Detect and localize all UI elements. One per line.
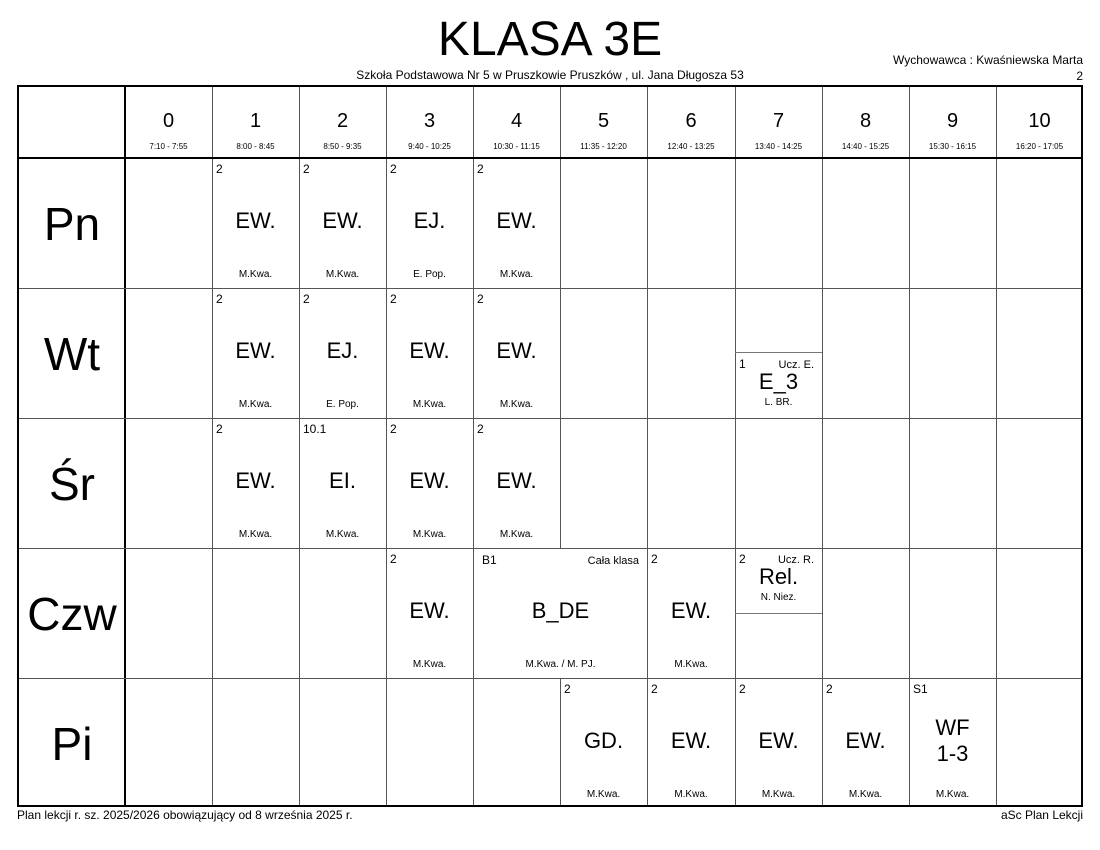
lesson-teacher: M.Kwa. xyxy=(325,529,360,540)
lesson-teacher: M.Kwa. xyxy=(412,659,447,670)
lesson-group: 2 xyxy=(390,162,397,176)
period-header-10: 10 16:20 - 17:05 xyxy=(1015,110,1064,151)
lesson-teacher: M.Kwa. xyxy=(412,529,447,540)
period-header-8: 8 14:40 - 15:25 xyxy=(841,110,890,151)
lesson-group: 2 xyxy=(303,292,310,306)
lesson-teacher: N. Niez. xyxy=(760,592,797,603)
lesson-cell[interactable] xyxy=(735,353,822,418)
lesson-teacher: M.Kwa. xyxy=(499,269,534,280)
lesson-group: S1 xyxy=(913,682,928,696)
lesson-subject: EW. xyxy=(322,208,363,233)
lesson-teacher: M.Kwa. xyxy=(238,399,273,410)
lesson-subject: EJ. xyxy=(326,338,359,363)
lesson-teacher: M.Kwa. xyxy=(586,789,621,800)
lesson-group: 1 xyxy=(739,357,746,371)
lesson-teacher: M.Kwa. xyxy=(674,659,708,670)
lesson-cell[interactable] xyxy=(735,678,822,808)
period-header-5: 5 11:35 - 12:20 xyxy=(580,110,627,151)
lesson-group: 2 xyxy=(216,162,223,176)
lesson-subject: EW. xyxy=(670,728,712,753)
lesson-teacher: M.Kwa. xyxy=(499,399,534,410)
school-name: Szkoła Podstawowa Nr 5 w Pruszkowie Pruszków , ul. Jana Długosza 53 xyxy=(356,68,744,82)
lesson-group: 2 xyxy=(216,292,223,306)
lesson-teacher: M.Kwa. xyxy=(325,269,360,280)
lesson-cell[interactable] xyxy=(299,158,386,288)
timetable-grid xyxy=(17,85,1083,807)
period-header-6: 6 12:40 - 13:25 xyxy=(667,110,715,151)
day-label-monday: Pn xyxy=(43,198,101,250)
lesson-subject: EW. xyxy=(496,468,537,493)
day-label-friday: Pi xyxy=(51,718,93,770)
lesson-group: B1 xyxy=(482,553,497,567)
class-teacher: Wychowawca : Kwaśniewska Marta xyxy=(893,53,1083,67)
lesson-cell[interactable] xyxy=(386,158,473,288)
grid-divider xyxy=(124,87,126,805)
lesson-subject: EW. xyxy=(758,728,799,753)
lesson-cell[interactable] xyxy=(735,548,822,613)
lesson-teacher: M.Kwa. xyxy=(674,789,708,800)
lesson-subject: EW. xyxy=(496,208,537,233)
lesson-cell[interactable] xyxy=(473,158,560,288)
lesson-cell[interactable] xyxy=(212,418,299,548)
footer-note: Plan lekcji r. sz. 2025/2026 obowiązujący od 8 września 2025 r. xyxy=(17,808,353,822)
lesson-cell[interactable] xyxy=(909,678,996,808)
lesson-teacher: M.Kwa. xyxy=(499,529,534,540)
lesson-subject: EW. xyxy=(845,728,886,753)
lesson-group: 2 xyxy=(477,422,484,436)
lesson-teacher: M.Kwa. xyxy=(238,269,273,280)
lesson-cell[interactable] xyxy=(560,678,647,808)
lesson-cell[interactable] xyxy=(647,678,735,808)
lesson-cell[interactable] xyxy=(386,418,473,548)
lesson-subject: EW. xyxy=(409,598,450,623)
period-header-4: 4 10:30 - 11:15 xyxy=(493,110,540,151)
lesson-group: 2 xyxy=(303,162,310,176)
lesson-group-info: Ucz. E. xyxy=(778,359,814,371)
lesson-teacher: E. Pop. xyxy=(413,269,446,280)
lesson-group: 2 xyxy=(739,552,746,566)
lesson-group: 2 xyxy=(390,292,397,306)
lesson-group: 10.1 xyxy=(303,422,327,436)
day-label-tuesday: Wt xyxy=(43,328,101,380)
day-label-thursday: Czw xyxy=(27,588,117,640)
period-header-2: 2 8:50 - 9:35 xyxy=(323,110,362,151)
period-header-1: 1 8:00 - 8:45 xyxy=(236,110,275,151)
lesson-teacher: M.Kwa. xyxy=(238,529,273,540)
lesson-subject: Rel. xyxy=(758,564,799,589)
lesson-cell[interactable] xyxy=(212,158,299,288)
lesson-group: 2 xyxy=(216,422,223,436)
lesson-group: 2 xyxy=(826,682,833,696)
lesson-subject: E_3 xyxy=(758,369,799,394)
lesson-group-info: Ucz. R. xyxy=(777,554,814,566)
lesson-group: 2 xyxy=(477,292,484,306)
lesson-cell[interactable] xyxy=(386,288,473,418)
lesson-group: 2 xyxy=(390,422,397,436)
lesson-group: 2 xyxy=(651,552,658,566)
lesson-group: 2 xyxy=(564,682,571,696)
page-number: 2 xyxy=(1076,69,1083,83)
page-title: KLASA 3E xyxy=(437,13,663,66)
period-header-7: 7 13:40 - 14:25 xyxy=(754,110,803,151)
lesson-group-info: Cała klasa xyxy=(587,555,639,567)
lesson-cell[interactable] xyxy=(299,418,386,548)
lesson-group: 2 xyxy=(390,552,397,566)
day-label-wednesday: Śr xyxy=(49,458,95,510)
lesson-subject: EW. xyxy=(235,468,276,493)
lesson-teacher: M.Kwa. xyxy=(761,789,796,800)
lesson-cell[interactable] xyxy=(473,288,560,418)
period-header-3: 3 9:40 - 10:25 xyxy=(408,110,451,151)
lesson-subject: EW. xyxy=(409,468,450,493)
lesson-subject: WF 1-3 xyxy=(935,715,970,766)
lesson-subject: EW. xyxy=(235,208,276,233)
lesson-subject: EI. xyxy=(329,468,356,493)
lesson-cell-merged[interactable] xyxy=(474,549,647,678)
lesson-teacher: M.Kwa. xyxy=(412,399,447,410)
lesson-group: 2 xyxy=(739,682,746,696)
lesson-cell[interactable] xyxy=(822,678,909,808)
period-header-9: 9 15:30 - 16:15 xyxy=(928,110,977,151)
lesson-teacher: M.Kwa. xyxy=(848,789,883,800)
lesson-cell[interactable] xyxy=(473,418,560,548)
lesson-teacher: M.Kwa. / M. PJ. xyxy=(525,659,596,670)
lesson-subject: EW. xyxy=(496,338,537,363)
lesson-subject: EW. xyxy=(235,338,276,363)
lesson-subject: B_DE xyxy=(531,598,590,623)
lesson-teacher: E. Pop. xyxy=(326,399,359,410)
lesson-subject: EJ. xyxy=(413,208,446,233)
lesson-subject: EW. xyxy=(670,598,712,623)
period-header-0: 0 7:10 - 7:55 xyxy=(149,110,188,151)
lesson-subject: GD. xyxy=(583,728,624,753)
lesson-cell[interactable] xyxy=(647,548,735,678)
lesson-cell[interactable] xyxy=(386,548,473,678)
lesson-teacher: L. BR. xyxy=(764,397,793,408)
lesson-teacher: M.Kwa. xyxy=(935,789,970,800)
footer-brand: aSc Plan Lekcji xyxy=(1000,808,1083,822)
grid-divider xyxy=(996,87,997,805)
lesson-group: 2 xyxy=(651,682,658,696)
half-cell-divider xyxy=(735,613,822,614)
lesson-cell[interactable] xyxy=(299,288,386,418)
lesson-subject: EW. xyxy=(409,338,450,363)
lesson-group: 2 xyxy=(477,162,484,176)
lesson-cell[interactable] xyxy=(212,288,299,418)
